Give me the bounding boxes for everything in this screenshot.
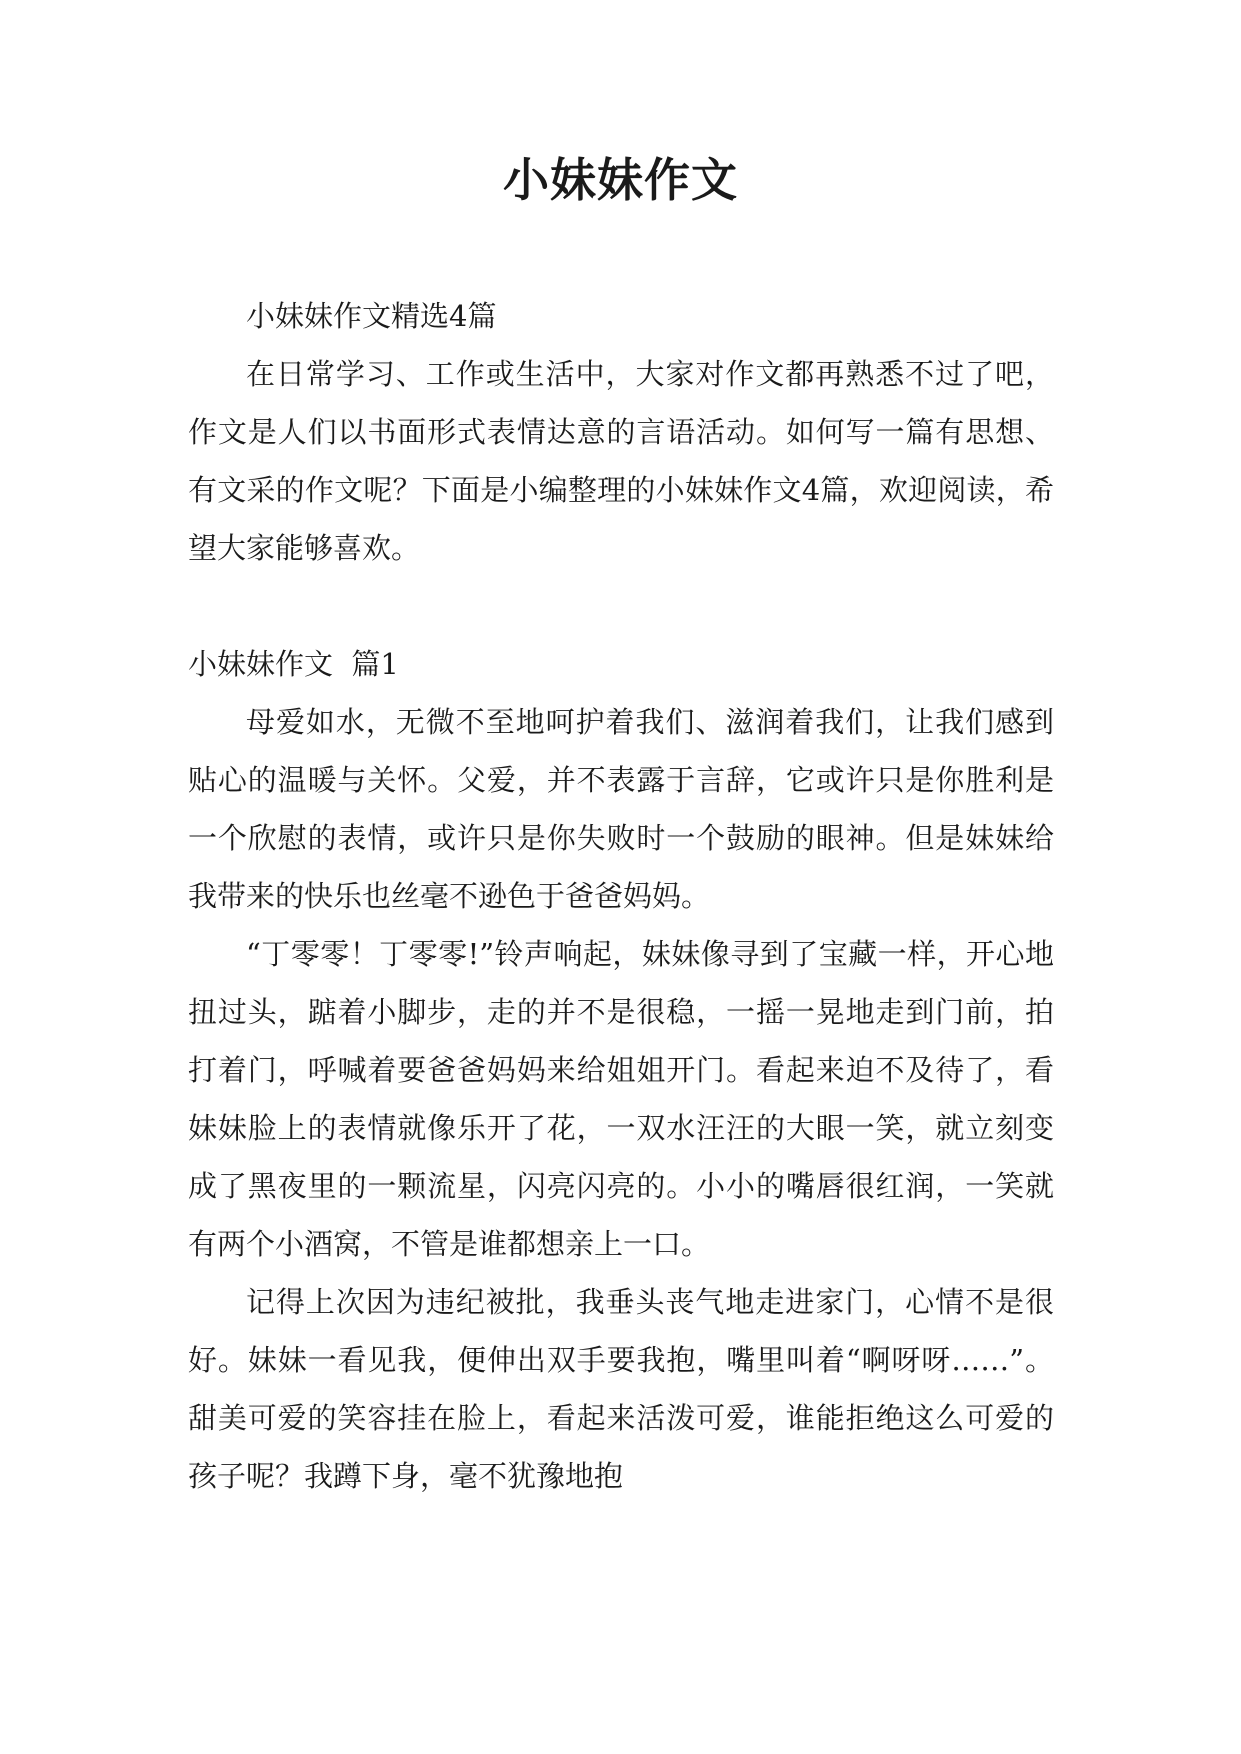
- document-title: 小妹妹作文: [503, 153, 738, 207]
- paragraph-gap: [188, 577, 1054, 635]
- intro-paragraph: 在日常学习、工作或生活中，大家对作文都再熟悉不过了吧，作文是人们以书面形式表情达意的言语活动。如何写一篇有思想、有文采的作文呢？下面是小编整理的小妹妹作文4篇，欢迎阅读，希望大家能够喜欢。: [188, 357, 1054, 565]
- document-body: [188, 287, 1054, 1505]
- section-heading: 小妹妹作文 篇1: [188, 647, 399, 681]
- document-subtitle: 小妹妹作文精选4篇: [246, 299, 497, 333]
- body-paragraph: “丁零零！丁零零!”铃声响起，妹妹像寻到了宝藏一样，开心地扭过头，踮着小脚步，走的并不是很稳，一摇一晃地走到门前，拍打着门，呼喊着要爸爸妈妈来给姐姐开门。看起来迫不及待了，看妹妹脸上的表情就像乐开了花，一双水汪汪的大眼一笑，就立刻变成了黑夜里的一颗流星，闪亮闪亮的。小小的嘴唇很红润，一笑就有两个小酒窝，不管是谁都想亲上一口。: [188, 937, 1054, 1261]
- body-paragraph: 母爱如水，无微不至地呵护着我们、滋润着我们，让我们感到贴心的温暖与关怀。父爱，并不表露于言辞，它或许只是你胜利是一个欣慰的表情，或许只是你失败时一个鼓励的眼神。但是妹妹给我带来的快乐也丝毫不逊色于爸爸妈妈。: [188, 705, 1054, 913]
- body-paragraph: 记得上次因为违纪被批，我垂头丧气地走进家门，心情不是很好。妹妹一看见我，便伸出双手要我抱，嘴里叫着“啊呀呀……”。甜美可爱的笑容挂在脸上，看起来活泼可爱，谁能拒绝这么可爱的孩子呢？我蹲下身，毫不犹豫地抱: [188, 1285, 1054, 1493]
